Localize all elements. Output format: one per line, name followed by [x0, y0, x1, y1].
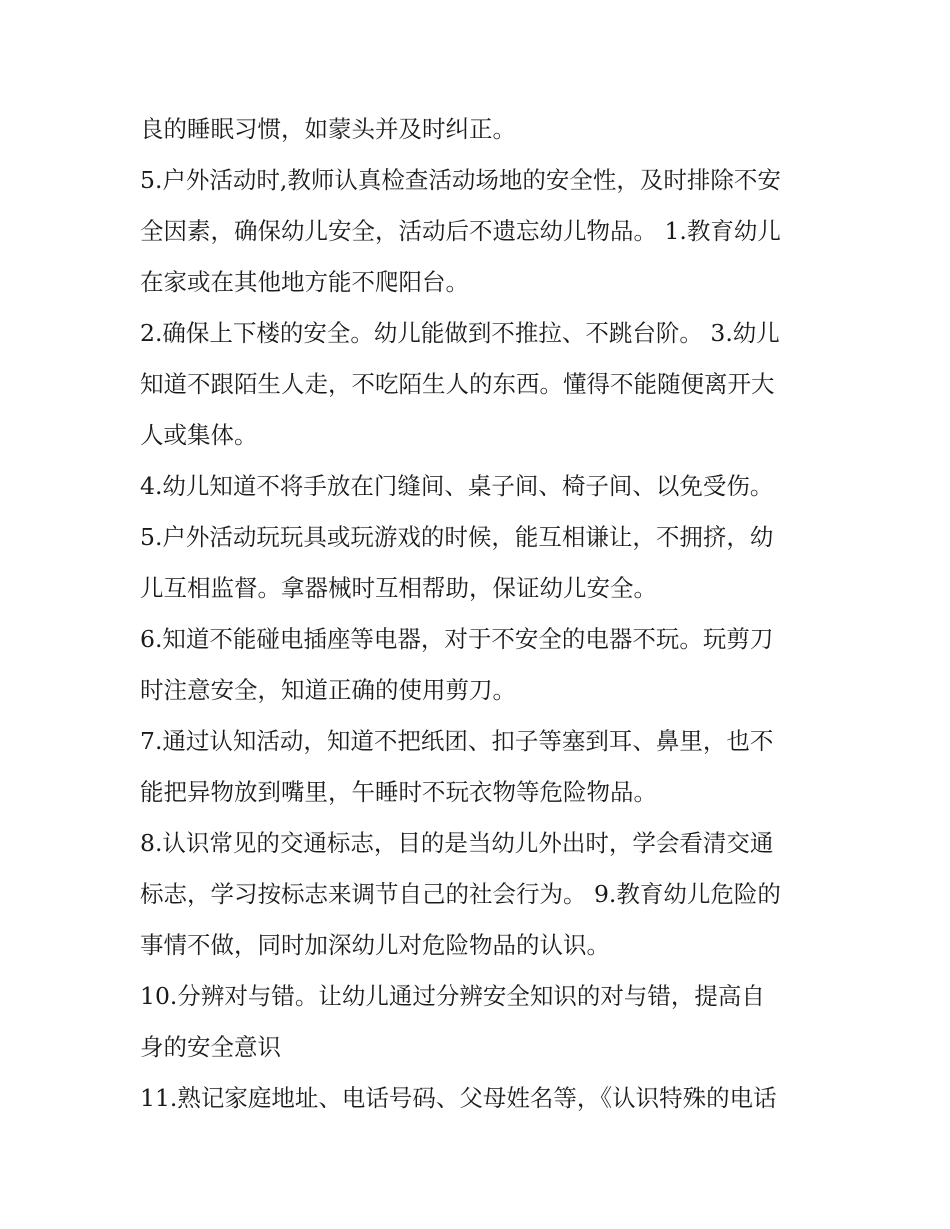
- text-line-9: 5.户外活动玩玩具或玩游戏的时候，能互相谦让，不拥挤，幼: [140, 523, 774, 551]
- text-line-18: 10.分辨对与错。让幼儿通过分辨安全知识的对与错，提高自: [140, 982, 765, 1010]
- text-line-14: 能把异物放到嘴里，午睡时不玩衣物等危险物品。: [140, 778, 657, 806]
- text-line-7: 人或集体。: [140, 421, 258, 449]
- text-line-16: 标志，学习按标志来调节自己的社会行为。 9.教育幼儿危险的: [140, 880, 781, 908]
- text-line-19: 身的安全意识: [140, 1033, 281, 1061]
- document-body: [140, 104, 815, 1124]
- text-line-6: 知道不跟陌生人走，不吃陌生人的东西。懂得不能随便离开大: [140, 370, 775, 398]
- text-line-3: 全因素，确保幼儿安全，活动后不遗忘幼儿物品。 1.教育幼儿: [140, 217, 781, 245]
- text-line-5: 2.确保上下楼的安全。幼儿能做到不推拉、不跳台阶。 3.幼儿: [140, 319, 780, 347]
- text-line-17: 事情不做，同时加深幼儿对危险物品的认识。: [140, 931, 610, 959]
- text-line-13: 7.通过认知活动，知道不把纸团、扣子等塞到耳、鼻里，也不: [140, 727, 774, 755]
- text-line-20: 11.熟记家庭地址、电话号码、父母姓名等，《认识特殊的电话: [140, 1084, 777, 1112]
- text-line-12: 时注意安全，知道正确的使用剪刀。: [140, 676, 516, 704]
- text-line-8: 4.幼儿知道不将手放在门缝间、桌子间、椅子间、以免受伤。: [140, 472, 774, 500]
- text-line-10: 儿互相监督。拿器械时互相帮助，保证幼儿安全。: [140, 574, 657, 602]
- text-line-11: 6.知道不能碰电插座等电器，对于不安全的电器不玩。玩剪刀: [140, 625, 774, 653]
- text-line-1: 良的睡眠习惯，如蒙头并及时纠正。: [140, 115, 516, 143]
- text-line-15: 8.认识常见的交通标志，目的是当幼儿外出时，学会看清交通: [140, 829, 774, 857]
- text-line-2: 5.户外活动时,教师认真检查活动场地的安全性，及时排除不安: [140, 166, 781, 194]
- text-line-4: 在家或在其他地方能不爬阳台。: [140, 268, 469, 296]
